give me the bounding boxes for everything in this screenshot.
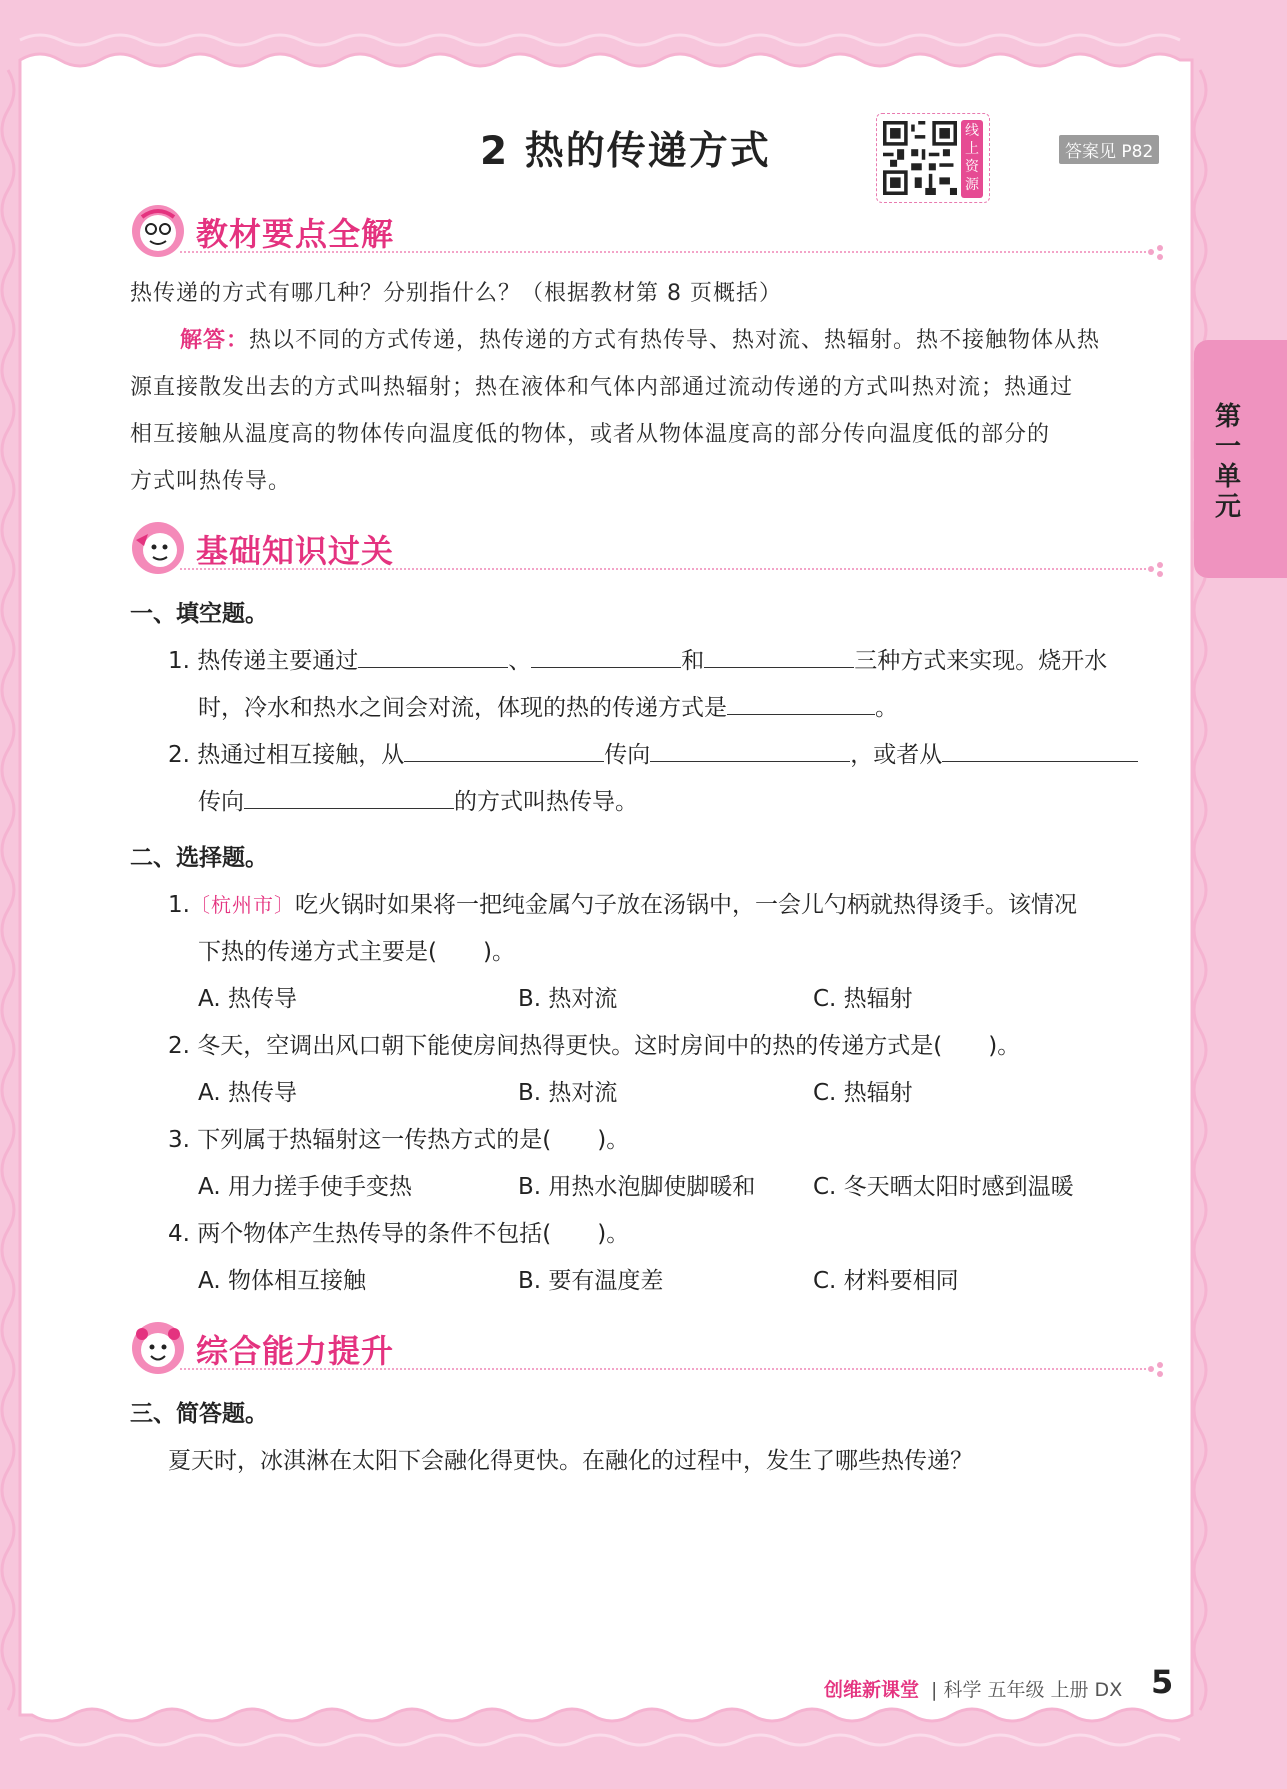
short-heading: 三、简答题。 bbox=[130, 1401, 268, 1427]
mascot-icon bbox=[130, 203, 186, 259]
fill-q1-text-a: 1. 热传递主要通过 bbox=[168, 648, 359, 674]
section-header-advanced bbox=[130, 1320, 1170, 1376]
choice-q1-option-b[interactable]: B. 热对流 bbox=[518, 986, 618, 1012]
choice-q1-text-1: 吃火锅时如果将一把纯金属勺子放在汤锅中，一会儿勺柄就热得烫手。该情况 bbox=[294, 892, 1077, 918]
fill-q1-sep-1: 、 bbox=[508, 648, 532, 674]
section-divider bbox=[180, 251, 1146, 253]
key-question: 热传递的方式有哪几种？分别指什么？（根据教材第 8 页概括） bbox=[130, 281, 782, 306]
fill-q1-blank-3[interactable] bbox=[704, 647, 854, 668]
short-answer-area[interactable] bbox=[168, 1480, 1168, 1650]
choice-q4: 4. 两个物体产生热传导的条件不包括( )。 bbox=[168, 1221, 630, 1247]
choice-q1-option-a[interactable]: A. 热传导 bbox=[198, 986, 297, 1012]
section-title: 教材要点全解 bbox=[196, 215, 395, 253]
choice-q2-option-a[interactable]: A. 热传导 bbox=[198, 1080, 297, 1106]
fill-q2-line1 bbox=[168, 736, 1138, 769]
fill-q2-line2 bbox=[198, 783, 638, 816]
short-q1: 夏天时，冰淇淋在太阳下会融化得更快。在融化的过程中，发生了哪些热传递？ bbox=[168, 1448, 973, 1474]
choice-q4-option-c[interactable]: C. 材料要相同 bbox=[813, 1268, 959, 1294]
choice-q1-line1 bbox=[168, 886, 1077, 919]
fill-q1-text-c: 时，冷水和热水之间会对流，体现的热的传递方式是 bbox=[198, 695, 727, 721]
choice-q1-line2: 下热的传递方式主要是( )。 bbox=[198, 939, 515, 965]
fill-q1-end: 。 bbox=[875, 695, 898, 721]
footer-meta: | 科学 五年级 上册 DX bbox=[931, 1679, 1123, 1701]
fill-q1-blank-2[interactable] bbox=[531, 647, 681, 668]
section-divider bbox=[180, 568, 1146, 570]
fill-q2-text-a: 2. 热通过相互接触，从 bbox=[168, 742, 405, 768]
mascot-icon bbox=[130, 1320, 186, 1376]
section-divider bbox=[180, 1368, 1146, 1370]
unit-side-tab bbox=[1194, 340, 1287, 578]
fill-q1-line1 bbox=[168, 642, 1107, 675]
fill-q2-sep-2: ，或者从 bbox=[850, 742, 943, 768]
fill-q2-sep-1: 传向 bbox=[604, 742, 651, 768]
qr-tag-label: 线上资源 bbox=[961, 120, 983, 198]
fill-q2-text-c: 传向 bbox=[198, 789, 244, 815]
answer-line-3: 相互接触从温度高的物体传向温度低的物体，或者从物体温度高的部分传向温度低的部分的 bbox=[130, 422, 1051, 447]
choice-q4-option-b[interactable]: B. 要有温度差 bbox=[518, 1268, 664, 1294]
fill-q2-end: 的方式叫热传导。 bbox=[454, 789, 638, 815]
section-title: 综合能力提升 bbox=[196, 1332, 395, 1370]
fill-q1-line2 bbox=[198, 689, 898, 722]
qr-code-icon bbox=[883, 121, 957, 195]
choice-q1-option-c[interactable]: C. 热辐射 bbox=[813, 986, 913, 1012]
fill-q2-blank-3[interactable] bbox=[942, 741, 1138, 762]
answer-reference-badge: 答案见 P82 bbox=[1059, 135, 1159, 164]
dots-decoration-icon bbox=[1146, 560, 1170, 578]
footer-brand: 创维新课堂 bbox=[824, 1679, 920, 1701]
answer-label: 解答： bbox=[180, 328, 250, 353]
fill-q1-text-b: 三种方式来实现。烧开水 bbox=[854, 648, 1108, 674]
choice-q3-option-a[interactable]: A. 用力搓手使手变热 bbox=[198, 1174, 412, 1200]
region-tag: 〔杭州市〕 bbox=[189, 893, 295, 917]
section-header-key-points bbox=[130, 203, 1170, 259]
choice-q3-option-b[interactable]: B. 用热水泡脚使脚暖和 bbox=[518, 1174, 756, 1200]
dots-decoration-icon bbox=[1146, 1360, 1170, 1378]
section-title: 基础知识过关 bbox=[196, 532, 395, 570]
answer-text-1: 热以不同的方式传递，热传递的方式有热传导、热对流、热辐射。热不接触物体从热 bbox=[249, 328, 1101, 353]
fill-q2-blank-4[interactable] bbox=[244, 788, 454, 809]
mascot-icon bbox=[130, 520, 186, 576]
choice-q4-option-a[interactable]: A. 物体相互接触 bbox=[198, 1268, 366, 1294]
fill-q1-sep-2: 和 bbox=[681, 648, 705, 674]
answer-line-4: 方式叫热传导。 bbox=[130, 469, 292, 494]
choice-q3: 3. 下列属于热辐射这一传热方式的是( )。 bbox=[168, 1127, 630, 1153]
page-title: 2 热的传递方式 bbox=[480, 129, 771, 174]
dots-decoration-icon bbox=[1146, 243, 1170, 261]
page-number: 5 bbox=[1151, 1663, 1174, 1701]
fill-q1-blank-4[interactable] bbox=[727, 694, 875, 715]
choice-q2: 2. 冬天，空调出风口朝下能使房间热得更快。这时房间中的热的传递方式是( )。 bbox=[168, 1033, 1021, 1059]
qr-code-block[interactable] bbox=[876, 113, 990, 203]
choice-q2-option-b[interactable]: B. 热对流 bbox=[518, 1080, 618, 1106]
answer-line-2: 源直接散发出去的方式叫热辐射；热在液体和气体内部通过流动传递的方式叫热对流；热通过 bbox=[130, 375, 1074, 400]
answer-line-1 bbox=[180, 323, 1100, 354]
fill-heading: 一、填空题。 bbox=[130, 601, 268, 627]
section-header-basics bbox=[130, 520, 1170, 576]
choice-q1-num: 1. bbox=[168, 892, 190, 918]
choice-q3-option-c[interactable]: C. 冬天晒太阳时感到温暖 bbox=[813, 1174, 1074, 1200]
fill-q1-blank-1[interactable] bbox=[358, 647, 508, 668]
choice-q2-option-c[interactable]: C. 热辐射 bbox=[813, 1080, 913, 1106]
choice-heading: 二、选择题。 bbox=[130, 845, 268, 871]
fill-q2-blank-1[interactable] bbox=[404, 741, 604, 762]
unit-side-tab-label: 第一单元 bbox=[1214, 402, 1241, 522]
fill-q2-blank-2[interactable] bbox=[650, 741, 850, 762]
